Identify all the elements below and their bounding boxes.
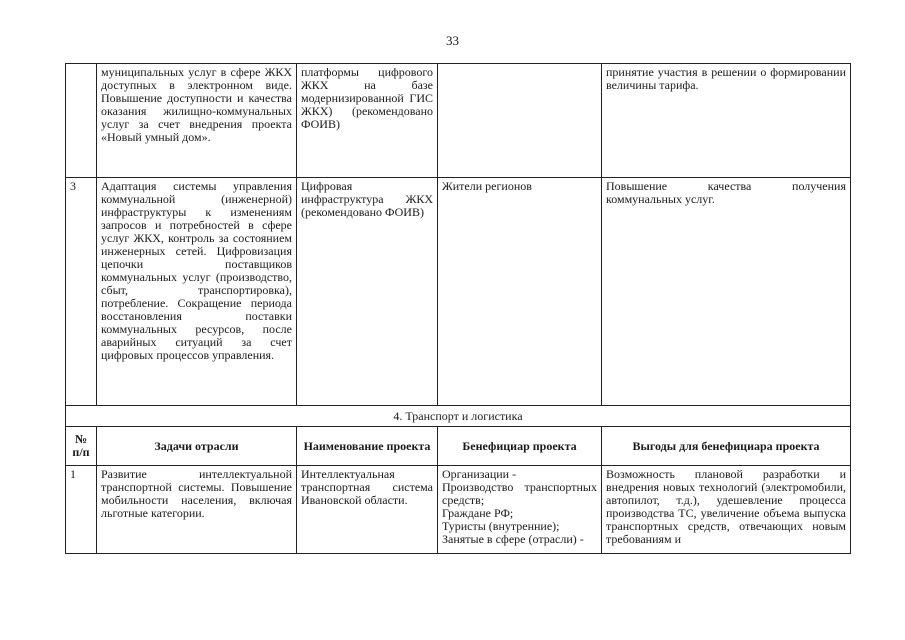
beneficiary-cell xyxy=(438,64,602,178)
beneficiary-cell: Жители регионов xyxy=(438,178,602,406)
strategy-table xyxy=(65,63,851,554)
row-number-cell xyxy=(66,64,97,178)
header-task: Задачи отрасли xyxy=(97,427,297,466)
row-number-cell: 1 xyxy=(66,466,97,554)
section-title: 4. Транспорт и логистика xyxy=(66,406,851,427)
page-number: 33 xyxy=(446,33,459,48)
benefits-cell: Возможность плановой разработки и внедрения новых технологий (электромобили, автопилот, т.д.), удешевление процесса производства ТС, увеличение объема выпуска транспортных средств, отвечающих новым требованиям и xyxy=(602,466,851,554)
beneficiary-cell: Организации - Производство транспортных средств; Граждане РФ; Туристы (внутренние); Занятые в сфере (отрасли) - xyxy=(438,466,602,554)
header-beneficiary: Бенефициар проекта xyxy=(438,427,602,466)
table-header-row xyxy=(66,427,851,466)
task-cell: Адаптация системы управления коммунальной (инженерной) инфраструктуры к изменениям запросов и потребностей в сфере услуг ЖКХ, контроль за состоянием инженерных сетей. Цифровизация цепочки поставщиков коммунальных услуг (производство, сбыт, транспортировка), потребление. Сокращение периода восстановления поставки коммунальных ресурсов, после аварийных ситуаций за счет цифровых процессов управления. xyxy=(97,178,297,406)
project-cell: платформы цифрового ЖКХ на базе модернизированной ГИС ЖКХ) (рекомендовано ФОИВ) xyxy=(297,64,438,178)
benefits-cell: принятие участия в решении о формировании величины тарифа. xyxy=(602,64,851,178)
row-number-cell: 3 xyxy=(66,178,97,406)
task-cell: Развитие интеллектуальной транспортной системы. Повышение мобильности населения, включая льготные категории. xyxy=(97,466,297,554)
table-row-continued xyxy=(66,64,851,178)
benefits-cell: Повышение качества получения коммунальных услуг. xyxy=(602,178,851,406)
header-number: № п/п xyxy=(66,427,97,466)
task-cell: муниципальных услуг в сфере ЖКХ доступных в электронном виде. Повышение доступности и качества оказания жилищно-коммунальных услуг за счет внедрения проекта «Новый умный дом». xyxy=(97,64,297,178)
project-cell: Цифровая инфраструктура ЖКХ (рекомендовано ФОИВ) xyxy=(297,178,438,406)
project-cell: Интеллектуальная транспортная система Ивановской области. xyxy=(297,466,438,554)
section-row xyxy=(66,406,851,427)
table-row-3 xyxy=(66,178,851,406)
header-benefits: Выгоды для бенефициара проекта xyxy=(602,427,851,466)
header-project: Наименование проекта xyxy=(297,427,438,466)
table-row-1 xyxy=(66,466,851,554)
